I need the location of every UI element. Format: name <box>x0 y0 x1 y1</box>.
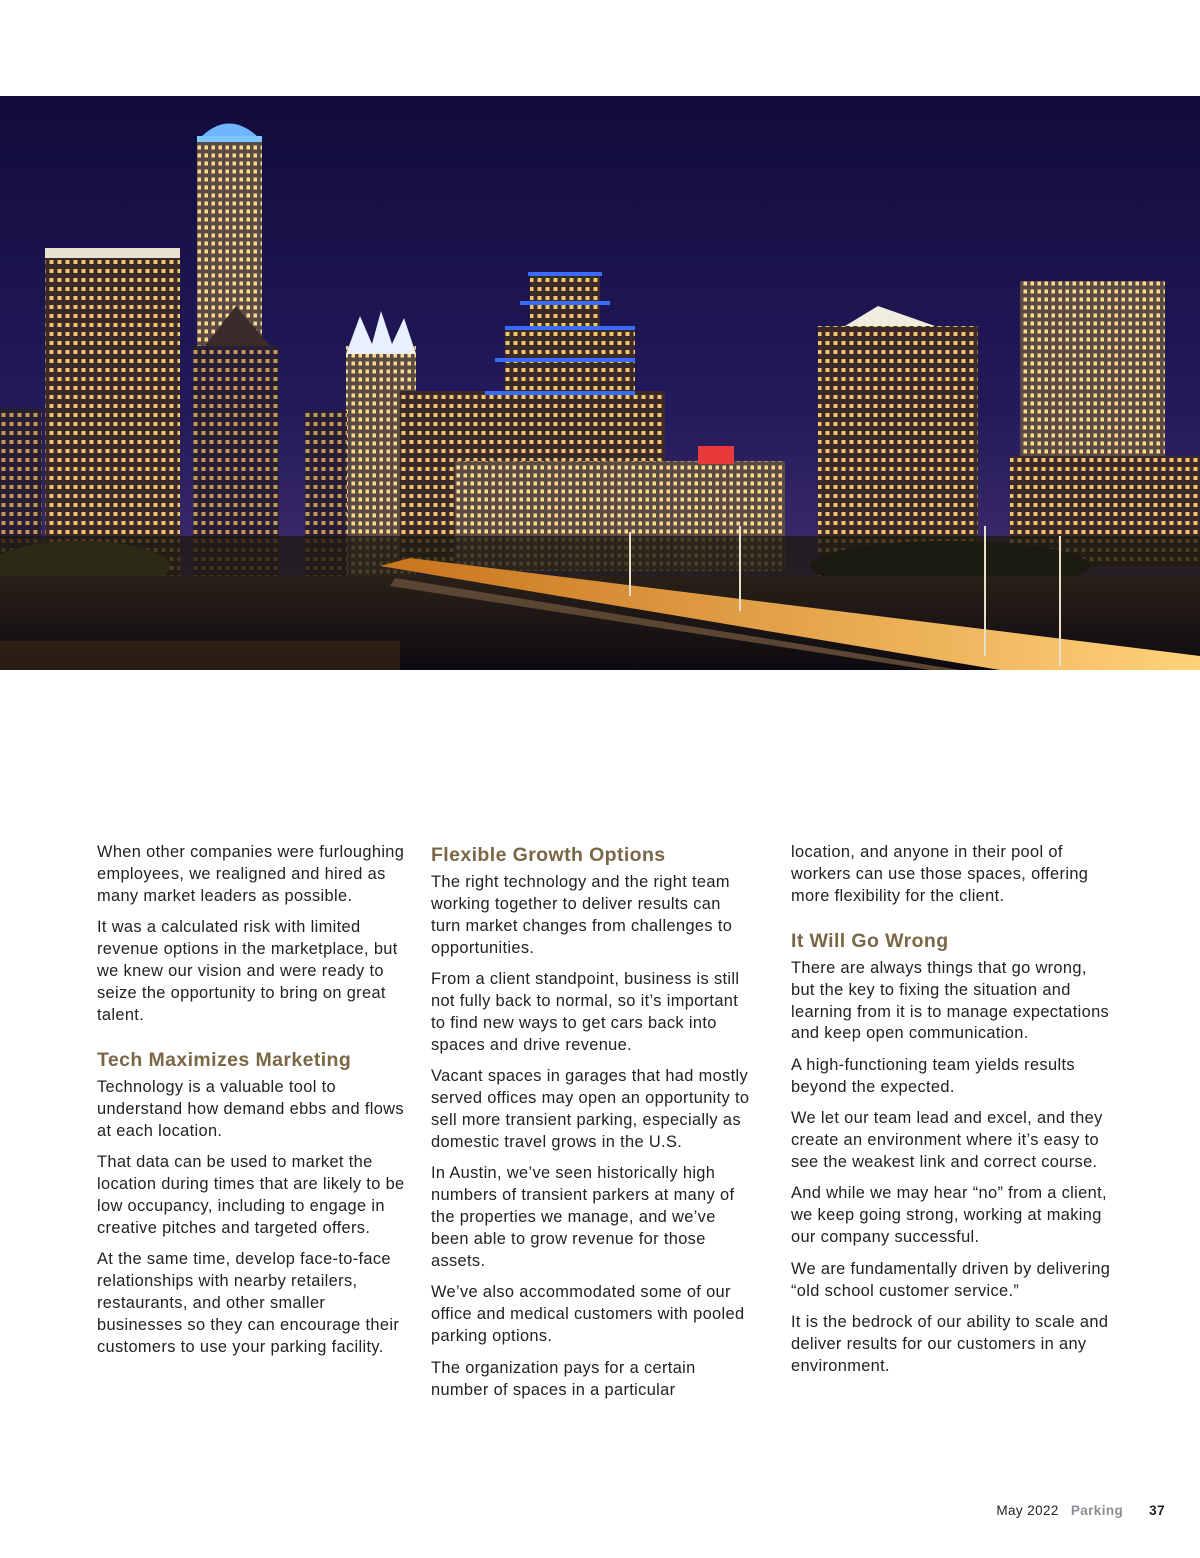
skyline-illustration <box>0 96 1200 670</box>
paragraph: There are always things that go wrong, but the key to fixing the situation and learning from it is to manage expectations and keep open communication. <box>791 958 1110 1043</box>
paragraph: location, and anyone in their pool of workers can use those spaces, offering more flexibility for the client. <box>791 843 1089 905</box>
paragraph: We are fundamentally driven by delivering “old school customer service.” <box>791 1259 1111 1300</box>
article-column-3 <box>791 842 1111 1387</box>
page-footer <box>996 1503 1165 1518</box>
paragraph: The organization pays for a certain number of spaces in a particular <box>431 1358 696 1399</box>
paragraph: It is the bedrock of our ability to scale and deliver results for our customers in any environment. <box>791 1312 1109 1375</box>
paragraph: Technology is a valuable tool to understand how demand ebbs and flows at each location. <box>97 1077 404 1140</box>
paragraph: When other companies were furloughing employees, we realigned and hired as many market leaders as possible. <box>97 843 405 905</box>
section-heading-flexible-growth-options: Flexible Growth Options <box>431 844 666 866</box>
article-column-2 <box>431 842 753 1411</box>
paragraph: At the same time, develop face-to-face relationships with nearby retailers, restaurants, and other smaller businesses so they can encourage their customers to use your parking facility. <box>97 1250 400 1356</box>
paragraph: From a client standpoint, business is still not fully back to normal, so it’s important to find new ways to get cars back into spaces and drive revenue. <box>431 970 740 1054</box>
paragraph: We let our team lead and excel, and they create an environment where it’s easy to see the weakest link and correct course. <box>791 1109 1103 1171</box>
paragraph: And while we may hear “no” from a client, we keep going strong, working at making our company successful. <box>791 1184 1107 1247</box>
page-number: 37 <box>1149 1503 1165 1518</box>
section-heading-it-will-go-wrong: It Will Go Wrong <box>791 929 949 952</box>
paragraph: It was a calculated risk with limited revenue options in the marketplace, but we knew our vision and were ready to seize the opportunity to bring on great talent. <box>97 918 398 1024</box>
section-heading-tech-maximizes-marketing: Tech Maximizes Marketing <box>97 1048 352 1071</box>
paragraph: We’ve also accommodated some of our office and medical customers with pooled parking options. <box>431 1283 745 1346</box>
paragraph: That data can be used to market the location during times that are likely to be low occupancy, including to engage in creative pitches and targeted offers. <box>97 1152 405 1237</box>
paragraph: Vacant spaces in garages that had mostly served offices may open an opportunity to sell more transient parking, especially as domestic travel grows in the U.S. <box>431 1067 750 1151</box>
footer-publication: Parking <box>1070 1503 1124 1518</box>
article-column-1 <box>97 842 409 1368</box>
paragraph: A high-functioning team yields results beyond the expected. <box>791 1055 1075 1096</box>
paragraph: The right technology and the right team working together to deliver results can turn market changes from challenges to opportunities. <box>431 873 733 957</box>
hero-photo <box>0 96 1200 670</box>
footer-date: May 2022 <box>996 1503 1059 1518</box>
paragraph: In Austin, we’ve seen historically high numbers of transient parkers at many of the properties we manage, and we’ve been able to grow revenue for those assets. <box>431 1164 735 1270</box>
